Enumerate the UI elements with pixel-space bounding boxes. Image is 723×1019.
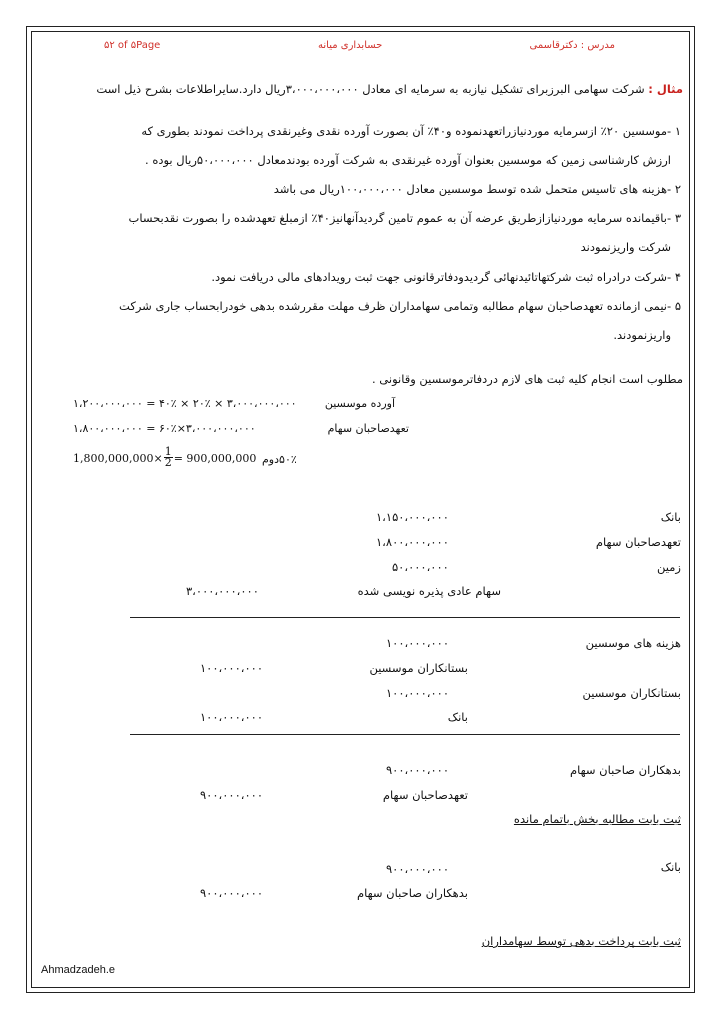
entry-1-land-account: زمین [657, 560, 681, 574]
requirement-text: مطلوب است انجام کلیه ثبت های لازم دردفاترموسسین وقانونی . [371, 372, 683, 386]
fraction-half [164, 447, 173, 468]
item-4: ۴ -شرکت درادراه ثبت شرکتهاتائیدنهائی گردیدودفاترقانونی جهت ثبت رویدادهای مالی دریافت نمود. [211, 270, 681, 284]
item-3-line-2: شرکت واریزنمودند [580, 240, 671, 254]
entry-2-credit-amount: ۱۰۰،۰۰۰،۰۰۰ [200, 661, 264, 675]
item-5-line-2: واریزنمودند. [613, 328, 671, 342]
entry-3-credit-account: بانک [447, 710, 468, 724]
item-5-line-1: ۵ -نیمی ازمانده تعهدصاحبان سهام مطالبه وتمامی سهامداران ظرف مهلت مقررشده بدهی خودرابحساب جاری شرکت [119, 299, 681, 313]
example-statement [96, 82, 683, 96]
entry-1-credit-amount: ۳،۰۰۰،۰۰۰،۰۰۰ [186, 584, 259, 598]
fraction-numerator: 1 [164, 445, 172, 458]
calc-3-right: = 900,000,000 [173, 452, 257, 465]
calc-3-formula [73, 447, 256, 468]
instructor-name: مدرس : دکترقاسمی [529, 40, 615, 51]
entry-5-debit-amount: ۹۰۰،۰۰۰،۰۰۰ [386, 862, 450, 876]
author-footer: Ahmadzadeh.e [41, 964, 115, 976]
entry-1-credit-account: سهام عادی پذیره نویسی شده [357, 584, 501, 598]
entry-4-description: ثبت بابت مطالبه بخش باتمام مانده [513, 812, 681, 826]
entry-1-subscription-amount: ۱،۸۰۰،۰۰۰،۰۰۰ [376, 535, 449, 549]
entry-1-subscription-account: تعهدصاحبان سهام [595, 535, 681, 549]
entry-4-credit-account: تعهدصاحبان سهام [382, 788, 468, 802]
entry-5-debit-account: بانک [660, 860, 681, 874]
entry-5-credit-amount: ۹۰۰،۰۰۰،۰۰۰ [200, 886, 264, 900]
calc-1-expression: ۳،۰۰۰،۰۰۰،۰۰۰ × ۲۰٪ × ۴۰٪ = ۱،۲۰۰،۰۰۰،۰۰۰ [73, 397, 297, 410]
calc-2-label: تعهدصاحبان سهام [327, 422, 409, 435]
item-1-line-1: ۱ -موسسین ۲۰٪ ازسرمایه موردنیازراتعهدنموده و۴۰٪ آن بصورت آورده نقدی وغیرنقدی پرداخت نمودند بطوری که [141, 124, 681, 138]
entry-5-description: ثبت بابت پرداخت بدهی توسط سهامداران [481, 934, 681, 948]
entry-3-debit-amount: ۱۰۰،۰۰۰،۰۰۰ [386, 686, 450, 700]
entry-2-credit-account: بستانکاران موسسین [369, 661, 468, 675]
page-border-inner [31, 31, 690, 988]
entry-3-credit-amount: ۱۰۰،۰۰۰،۰۰۰ [200, 710, 264, 724]
entry-4-debit-account: بدهکاران صاحبان سهام [569, 763, 681, 777]
entry-3-debit-account: بستانکاران موسسین [582, 686, 681, 700]
page-number: ۵۲ of ۵Page [104, 40, 161, 51]
entry-4-credit-amount: ۹۰۰،۰۰۰،۰۰۰ [200, 788, 264, 802]
entry-1-bank-account: بانک [660, 510, 681, 524]
entry-1-bank-amount: ۱،۱۵۰،۰۰۰،۰۰۰ [376, 510, 449, 524]
calc-3-label: ۵۰٪دوم [262, 453, 297, 466]
item-2: ۲ -هزینه های تاسیس متحمل شده توسط موسسین معادل ۱۰۰،۰۰۰،۰۰۰ریال می باشد [273, 182, 681, 196]
item-3-line-1: ۳ -باقیمانده سرمایه موردنیازازطریق عرضه آن به عموم تامین گردیدآنهانیز۴۰٪ ازمبلغ تعهدشده را بصورت نقدبحساب [128, 211, 681, 225]
entry-1-land-amount: ۵۰،۰۰۰،۰۰۰ [392, 560, 449, 574]
entry-4-debit-amount: ۹۰۰،۰۰۰،۰۰۰ [386, 763, 450, 777]
example-text: شرکت سهامی البرزبرای تشکیل نیازبه به سرمایه ای معادل ۳،۰۰۰،۰۰۰،۰۰۰ریال دارد.سایراطلاعات بشرح ذیل است [96, 82, 649, 96]
calc-3-left: 1,800,000,000× [73, 452, 163, 465]
entry-separator [130, 734, 680, 735]
entry-2-debit-amount: ۱۰۰،۰۰۰،۰۰۰ [386, 636, 450, 650]
entry-2-debit-account: هزینه های موسسین [585, 636, 681, 650]
course-title: حسابداری میانه [318, 40, 383, 51]
example-label: مثال : [648, 82, 683, 96]
calc-2-expression: ۳،۰۰۰،۰۰۰،۰۰۰×۶۰٪ = ۱،۸۰۰،۰۰۰،۰۰۰ [73, 422, 256, 435]
fraction-denominator: 2 [164, 456, 172, 469]
entry-5-credit-account: بدهکاران صاحبان سهام [356, 886, 468, 900]
item-1-line-2: ارزش کارشناسی زمین که موسسین بعنوان آورده غیرنقدی به شرکت آورده بودندمعادل ۵۰،۰۰۰،۰۰۰ریال بوده . [145, 153, 671, 167]
entry-separator [130, 617, 680, 618]
calc-1-label: آورده موسسین [324, 397, 395, 410]
